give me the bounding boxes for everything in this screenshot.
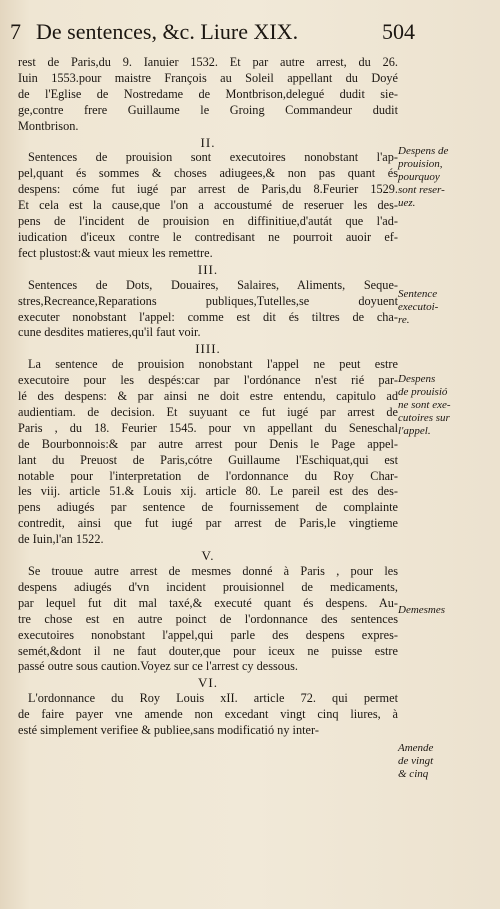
- text-line: cune desdites matieres,qu'il faut voir.: [18, 325, 201, 340]
- text-line: de faire payer vne amende non excedant vingt cinq liures, à: [18, 707, 398, 722]
- margin-note-line: de prouisió: [398, 386, 448, 398]
- margin-note: [398, 373, 498, 438]
- text-line: Paris , du 18. Feurier 1545. pour vn appellant du Seneschal: [18, 420, 398, 435]
- text-line: Et cela est la cause,que l'on a accoustumé de reseruer les des-: [18, 198, 398, 213]
- section-number: IIII.: [195, 341, 221, 357]
- margin-note-line: Demesmes: [398, 604, 446, 616]
- margin-note-line: Sentence: [398, 288, 438, 300]
- running-header: [10, 20, 415, 44]
- page-number: 504: [382, 19, 415, 44]
- margin-note: [398, 742, 498, 781]
- section-number: II.: [200, 134, 216, 150]
- header-ornament-number: 7: [10, 19, 21, 44]
- text-line: stres,Recreance,Reparations publiques,Tutelles,se doyuent: [18, 293, 398, 308]
- running-title: De sentences, &c. Liure XIX.: [36, 19, 299, 44]
- text-line: lant du Preuost de Paris,cótre Guillaume l'Eschiquat,qui est: [18, 452, 398, 467]
- text-line: semét,&dont il ne faut douter,que pour iceux ne puisse estre: [18, 643, 398, 658]
- margin-note-line: de vingt: [398, 755, 434, 767]
- text-line: La sentence de prouision nonobstant l'appel ne peut estre: [28, 357, 398, 372]
- text-line: Se trouue autre arrest de mesmes donné à Paris , pour les: [28, 564, 398, 578]
- text-line: rest de Paris,du 9. Ianuier 1532. Et par autre arrest, du 26.: [18, 55, 398, 69]
- text-line: pens de l'incident de prouision en diffinitiue,d'autát que l'ad-: [18, 214, 398, 229]
- text-line: pens adiugés par sentence de fournissement de complainte: [18, 500, 398, 515]
- margin-note: [398, 604, 498, 617]
- text-line: les viij. article 51.& Louis xij. article 80. Le pareil est des des-: [18, 484, 398, 499]
- text-line: iudication d'iceux contre le contredisant ne pourroit auoir ef-: [18, 229, 398, 244]
- text-line: Sentences de Dots, Douaires, Salaires, Aliments, Seque-: [28, 277, 398, 292]
- margin-note-line: re.: [398, 314, 410, 326]
- text-line: de l'Eglise de Nostredame de Montbrison,delegué dudit sie-: [18, 86, 398, 101]
- margin-note-line: ne sont exe-: [398, 399, 451, 411]
- margin-note-line: & cinq: [398, 768, 429, 780]
- text-line: de Iuin,l'an 1522.: [18, 532, 104, 547]
- section-number: V.: [201, 548, 215, 564]
- text-line: L'ordonnance du Roy Louis xII. article 72. qui permet: [28, 691, 398, 706]
- text-line: Montbrison.: [18, 118, 79, 133]
- margin-note-line: Despens de: [398, 145, 449, 157]
- text-line: tre chose est en autre poinct de l'ordonnance des sentences: [18, 611, 398, 626]
- main-text-column: [18, 55, 398, 739]
- text-line: lé des despens: & par ainsi ne doit estre entendu, capitulo ad: [18, 389, 398, 404]
- text-line: de Bourbonnois:& par autre arrest pour Denis le Page appel-: [18, 436, 398, 451]
- text-line: executoires nonobstant l'appel,qui parle des despens expres-: [18, 627, 398, 642]
- margin-note-line: Despens: [398, 373, 436, 385]
- section-number: VI.: [198, 675, 218, 691]
- text-line: audientiam. de decision. Et suyuant ce fut iugé par arrest de: [18, 404, 398, 419]
- margin-note-line: prouision,: [398, 158, 443, 170]
- text-line: despens adiugés d'vn incident prouisionnel de medicaments,: [18, 579, 398, 594]
- section-number: III.: [197, 261, 219, 277]
- text-line: executoire pour les despés:car par l'ordónance n'est rié par-: [18, 373, 398, 388]
- text-line: Sentences de prouision sont executoires nonobstant l'ap-: [28, 150, 398, 165]
- text-line: Iuin 1553.pour maistre François au Soleil appellant du Doyé: [18, 70, 398, 85]
- margin-note-line: executoi-: [398, 301, 439, 313]
- margin-note: [398, 145, 498, 210]
- text-line: executer nonobstant l'appel: comme est dit és tiltres de cha-: [18, 309, 398, 324]
- text-line: par lequel fut dit mal taxé,& executé quant és despens. Au-: [18, 595, 398, 610]
- margin-note-line: pourquoy: [398, 171, 440, 183]
- text-line: notable pour l'interpretation de l'ordonnance du Roy Char-: [18, 468, 398, 483]
- text-line: pel,quant és sommes & choses adiugees,& non pas quant és: [18, 166, 398, 181]
- margin-note-line: cutoires sur: [398, 412, 450, 424]
- margin-note-line: l'appel.: [398, 425, 431, 437]
- margin-note-line: uez.: [398, 197, 416, 209]
- text-line: despens: cóme fut iugé par arrest de Paris,du 8.Feurier 1529.: [18, 182, 398, 197]
- text-line: contredit, ainsi que fut iugé par arrest de Paris,le vingtieme: [18, 516, 398, 531]
- text-line: esté simplement verifiee & publiee,sans modificatió ny inter-: [18, 723, 319, 738]
- text-line: fect plustost:& vaut mieux les remettre.: [18, 245, 213, 260]
- text-line: ge,contre frere Guillaume le Groing Commandeur dudit: [18, 102, 398, 117]
- margin-note: [398, 288, 498, 327]
- margin-note-line: sont reser-: [398, 184, 445, 196]
- margin-note-line: Amende: [398, 742, 434, 754]
- text-line: passé outre sous caution.Voyez sur ce l'arrest cy dessous.: [18, 659, 298, 674]
